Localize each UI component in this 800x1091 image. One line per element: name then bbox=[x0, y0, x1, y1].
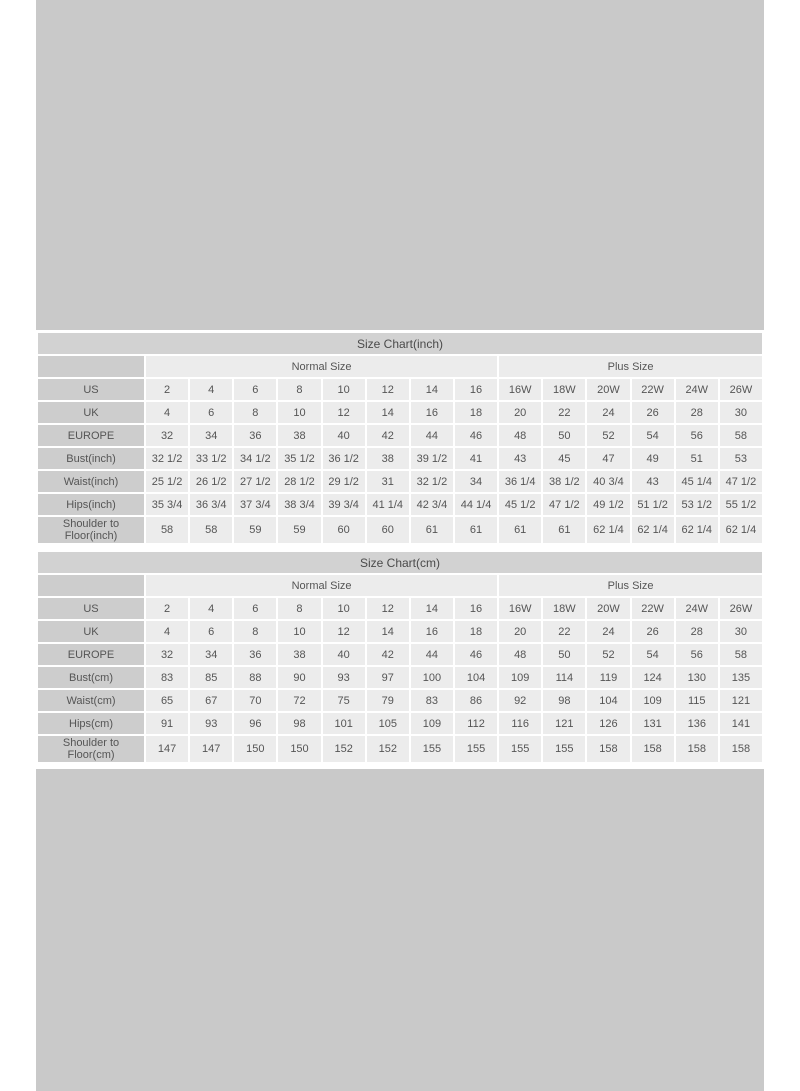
data-cell: 116 bbox=[499, 713, 541, 734]
data-cell: 22W bbox=[632, 598, 674, 619]
data-cell: 135 bbox=[720, 667, 762, 688]
data-cell: 58 bbox=[190, 517, 232, 543]
table-row bbox=[38, 402, 762, 423]
data-cell: 47 1/2 bbox=[720, 471, 762, 492]
data-cell: 54 bbox=[632, 644, 674, 665]
table-row bbox=[38, 517, 762, 543]
data-cell: 98 bbox=[278, 713, 320, 734]
data-cell: 16W bbox=[499, 598, 541, 619]
data-cell: 18W bbox=[543, 379, 585, 400]
data-cell: 61 bbox=[411, 517, 453, 543]
data-cell: 35 1/2 bbox=[278, 448, 320, 469]
data-cell: 58 bbox=[720, 644, 762, 665]
data-cell: 54 bbox=[632, 425, 674, 446]
data-cell: 55 1/2 bbox=[720, 494, 762, 515]
row-label: Bust(cm) bbox=[38, 667, 144, 688]
data-cell: 51 1/2 bbox=[632, 494, 674, 515]
table-title-row bbox=[38, 333, 762, 354]
data-cell: 67 bbox=[190, 690, 232, 711]
table-row bbox=[38, 621, 762, 642]
row-label: Bust(inch) bbox=[38, 448, 144, 469]
data-cell: 28 1/2 bbox=[278, 471, 320, 492]
data-cell: 6 bbox=[190, 621, 232, 642]
data-cell: 24 bbox=[587, 621, 629, 642]
data-cell: 14 bbox=[411, 598, 453, 619]
data-cell: 72 bbox=[278, 690, 320, 711]
data-cell: 109 bbox=[411, 713, 453, 734]
data-cell: 31 bbox=[367, 471, 409, 492]
data-cell: 147 bbox=[190, 736, 232, 762]
data-cell: 136 bbox=[676, 713, 718, 734]
data-cell: 59 bbox=[234, 517, 276, 543]
data-cell: 43 bbox=[632, 471, 674, 492]
data-cell: 60 bbox=[367, 517, 409, 543]
data-cell: 18 bbox=[455, 621, 497, 642]
data-cell: 115 bbox=[676, 690, 718, 711]
data-cell: 26W bbox=[720, 598, 762, 619]
data-cell: 8 bbox=[234, 402, 276, 423]
data-cell: 8 bbox=[278, 379, 320, 400]
group-header: Normal Size bbox=[146, 575, 497, 596]
data-cell: 90 bbox=[278, 667, 320, 688]
table-row bbox=[38, 667, 762, 688]
data-cell: 14 bbox=[367, 621, 409, 642]
data-cell: 34 1/2 bbox=[234, 448, 276, 469]
row-label: Hips(inch) bbox=[38, 494, 144, 515]
data-cell: 37 3/4 bbox=[234, 494, 276, 515]
page-content bbox=[36, 0, 764, 1091]
data-cell: 45 1/2 bbox=[499, 494, 541, 515]
data-cell: 45 bbox=[543, 448, 585, 469]
data-cell: 130 bbox=[676, 667, 718, 688]
data-cell: 43 bbox=[499, 448, 541, 469]
row-label: Shoulder to Floor(cm) bbox=[38, 736, 144, 762]
corner-cell bbox=[38, 356, 144, 377]
data-cell: 152 bbox=[323, 736, 365, 762]
data-cell: 79 bbox=[367, 690, 409, 711]
data-cell: 48 bbox=[499, 644, 541, 665]
data-cell: 93 bbox=[323, 667, 365, 688]
table-row bbox=[38, 494, 762, 515]
data-cell: 12 bbox=[367, 379, 409, 400]
data-cell: 36 1/2 bbox=[323, 448, 365, 469]
data-cell: 4 bbox=[146, 402, 188, 423]
data-cell: 25 1/2 bbox=[146, 471, 188, 492]
data-cell: 2 bbox=[146, 598, 188, 619]
row-label: Waist(inch) bbox=[38, 471, 144, 492]
data-cell: 38 bbox=[278, 425, 320, 446]
table-row bbox=[38, 736, 762, 762]
data-cell: 158 bbox=[587, 736, 629, 762]
data-cell: 93 bbox=[190, 713, 232, 734]
data-cell: 26W bbox=[720, 379, 762, 400]
data-cell: 114 bbox=[543, 667, 585, 688]
data-cell: 61 bbox=[499, 517, 541, 543]
data-cell: 8 bbox=[278, 598, 320, 619]
data-cell: 32 1/2 bbox=[146, 448, 188, 469]
data-cell: 2 bbox=[146, 379, 188, 400]
data-cell: 56 bbox=[676, 425, 718, 446]
data-cell: 24W bbox=[676, 379, 718, 400]
data-cell: 75 bbox=[323, 690, 365, 711]
data-cell: 30 bbox=[720, 402, 762, 423]
data-cell: 20W bbox=[587, 379, 629, 400]
data-cell: 38 3/4 bbox=[278, 494, 320, 515]
table-row bbox=[38, 598, 762, 619]
data-cell: 53 bbox=[720, 448, 762, 469]
data-cell: 60 bbox=[323, 517, 365, 543]
data-cell: 20 bbox=[499, 621, 541, 642]
row-label: Waist(cm) bbox=[38, 690, 144, 711]
group-header-row bbox=[38, 575, 762, 596]
data-cell: 32 bbox=[146, 644, 188, 665]
data-cell: 65 bbox=[146, 690, 188, 711]
data-cell: 24 bbox=[587, 402, 629, 423]
data-cell: 83 bbox=[146, 667, 188, 688]
data-cell: 47 bbox=[587, 448, 629, 469]
data-cell: 104 bbox=[455, 667, 497, 688]
data-cell: 46 bbox=[455, 644, 497, 665]
data-cell: 147 bbox=[146, 736, 188, 762]
data-cell: 39 1/2 bbox=[411, 448, 453, 469]
data-cell: 51 bbox=[676, 448, 718, 469]
data-cell: 100 bbox=[411, 667, 453, 688]
data-cell: 91 bbox=[146, 713, 188, 734]
data-cell: 141 bbox=[720, 713, 762, 734]
data-cell: 44 1/4 bbox=[455, 494, 497, 515]
data-cell: 62 1/4 bbox=[676, 517, 718, 543]
data-cell: 42 bbox=[367, 644, 409, 665]
data-cell: 34 bbox=[190, 644, 232, 665]
data-cell: 14 bbox=[411, 379, 453, 400]
data-cell: 22 bbox=[543, 402, 585, 423]
data-cell: 45 1/4 bbox=[676, 471, 718, 492]
data-cell: 41 1/4 bbox=[367, 494, 409, 515]
data-cell: 26 1/2 bbox=[190, 471, 232, 492]
data-cell: 158 bbox=[632, 736, 674, 762]
data-cell: 20W bbox=[587, 598, 629, 619]
data-cell: 50 bbox=[543, 425, 585, 446]
data-cell: 16 bbox=[455, 379, 497, 400]
data-cell: 35 3/4 bbox=[146, 494, 188, 515]
data-cell: 16 bbox=[455, 598, 497, 619]
data-cell: 58 bbox=[146, 517, 188, 543]
data-cell: 4 bbox=[190, 379, 232, 400]
data-cell: 131 bbox=[632, 713, 674, 734]
data-cell: 104 bbox=[587, 690, 629, 711]
data-cell: 36 1/4 bbox=[499, 471, 541, 492]
data-cell: 150 bbox=[278, 736, 320, 762]
data-cell: 33 1/2 bbox=[190, 448, 232, 469]
data-cell: 52 bbox=[587, 425, 629, 446]
data-cell: 36 bbox=[234, 644, 276, 665]
group-header: Normal Size bbox=[146, 356, 497, 377]
row-label: UK bbox=[38, 402, 144, 423]
data-cell: 16 bbox=[411, 621, 453, 642]
data-cell: 126 bbox=[587, 713, 629, 734]
data-cell: 42 bbox=[367, 425, 409, 446]
data-cell: 58 bbox=[720, 425, 762, 446]
data-cell: 10 bbox=[323, 379, 365, 400]
table-row bbox=[38, 713, 762, 734]
data-cell: 29 1/2 bbox=[323, 471, 365, 492]
data-cell: 20 bbox=[499, 402, 541, 423]
data-cell: 50 bbox=[543, 644, 585, 665]
data-cell: 62 1/4 bbox=[720, 517, 762, 543]
data-cell: 155 bbox=[411, 736, 453, 762]
data-cell: 22 bbox=[543, 621, 585, 642]
row-label: US bbox=[38, 598, 144, 619]
group-header: Plus Size bbox=[499, 356, 762, 377]
data-cell: 155 bbox=[499, 736, 541, 762]
data-cell: 40 bbox=[323, 644, 365, 665]
data-cell: 26 bbox=[632, 621, 674, 642]
data-cell: 56 bbox=[676, 644, 718, 665]
row-label: US bbox=[38, 379, 144, 400]
row-label: EUROPE bbox=[38, 425, 144, 446]
data-cell: 28 bbox=[676, 621, 718, 642]
row-label: Shoulder to Floor(inch) bbox=[38, 517, 144, 543]
data-cell: 24W bbox=[676, 598, 718, 619]
data-cell: 109 bbox=[499, 667, 541, 688]
size-chart-cm-table bbox=[36, 550, 764, 764]
data-cell: 27 1/2 bbox=[234, 471, 276, 492]
data-cell: 61 bbox=[543, 517, 585, 543]
data-cell: 88 bbox=[234, 667, 276, 688]
data-cell: 40 3/4 bbox=[587, 471, 629, 492]
data-cell: 38 1/2 bbox=[543, 471, 585, 492]
data-cell: 12 bbox=[367, 598, 409, 619]
data-cell: 152 bbox=[367, 736, 409, 762]
data-cell: 109 bbox=[632, 690, 674, 711]
data-cell: 8 bbox=[234, 621, 276, 642]
data-cell: 16W bbox=[499, 379, 541, 400]
table-title: Size Chart(inch) bbox=[38, 333, 762, 354]
data-cell: 97 bbox=[367, 667, 409, 688]
data-cell: 98 bbox=[543, 690, 585, 711]
data-cell: 10 bbox=[278, 402, 320, 423]
data-cell: 62 1/4 bbox=[587, 517, 629, 543]
table-row bbox=[38, 471, 762, 492]
data-cell: 85 bbox=[190, 667, 232, 688]
data-cell: 101 bbox=[323, 713, 365, 734]
table-row bbox=[38, 379, 762, 400]
data-cell: 42 3/4 bbox=[411, 494, 453, 515]
data-cell: 6 bbox=[234, 598, 276, 619]
data-cell: 41 bbox=[455, 448, 497, 469]
data-cell: 14 bbox=[367, 402, 409, 423]
data-cell: 32 bbox=[146, 425, 188, 446]
data-cell: 158 bbox=[676, 736, 718, 762]
data-cell: 61 bbox=[455, 517, 497, 543]
data-cell: 18 bbox=[455, 402, 497, 423]
table-row bbox=[38, 448, 762, 469]
product-image-placeholder-bottom bbox=[36, 769, 764, 1091]
group-header: Plus Size bbox=[499, 575, 762, 596]
data-cell: 158 bbox=[720, 736, 762, 762]
corner-cell bbox=[38, 575, 144, 596]
table-row bbox=[38, 644, 762, 665]
data-cell: 124 bbox=[632, 667, 674, 688]
data-cell: 26 bbox=[632, 402, 674, 423]
data-cell: 44 bbox=[411, 425, 453, 446]
data-cell: 36 bbox=[234, 425, 276, 446]
data-cell: 4 bbox=[146, 621, 188, 642]
product-image-placeholder-top bbox=[36, 0, 764, 330]
data-cell: 6 bbox=[234, 379, 276, 400]
data-cell: 155 bbox=[543, 736, 585, 762]
row-label: Hips(cm) bbox=[38, 713, 144, 734]
data-cell: 10 bbox=[323, 598, 365, 619]
data-cell: 12 bbox=[323, 402, 365, 423]
table-title-row bbox=[38, 552, 762, 573]
data-cell: 92 bbox=[499, 690, 541, 711]
data-cell: 105 bbox=[367, 713, 409, 734]
data-cell: 16 bbox=[411, 402, 453, 423]
data-cell: 38 bbox=[367, 448, 409, 469]
data-cell: 22W bbox=[632, 379, 674, 400]
data-cell: 119 bbox=[587, 667, 629, 688]
table-title: Size Chart(cm) bbox=[38, 552, 762, 573]
data-cell: 6 bbox=[190, 402, 232, 423]
data-cell: 18W bbox=[543, 598, 585, 619]
group-header-row bbox=[38, 356, 762, 377]
table-row bbox=[38, 690, 762, 711]
data-cell: 30 bbox=[720, 621, 762, 642]
data-cell: 83 bbox=[411, 690, 453, 711]
data-cell: 12 bbox=[323, 621, 365, 642]
data-cell: 121 bbox=[543, 713, 585, 734]
data-cell: 46 bbox=[455, 425, 497, 446]
data-cell: 32 1/2 bbox=[411, 471, 453, 492]
data-cell: 39 3/4 bbox=[323, 494, 365, 515]
data-cell: 34 bbox=[190, 425, 232, 446]
data-cell: 150 bbox=[234, 736, 276, 762]
data-cell: 49 bbox=[632, 448, 674, 469]
data-cell: 62 1/4 bbox=[632, 517, 674, 543]
table-row bbox=[38, 425, 762, 446]
data-cell: 38 bbox=[278, 644, 320, 665]
row-label: EUROPE bbox=[38, 644, 144, 665]
data-cell: 34 bbox=[455, 471, 497, 492]
data-cell: 59 bbox=[278, 517, 320, 543]
data-cell: 49 1/2 bbox=[587, 494, 629, 515]
data-cell: 86 bbox=[455, 690, 497, 711]
data-cell: 53 1/2 bbox=[676, 494, 718, 515]
data-cell: 112 bbox=[455, 713, 497, 734]
data-cell: 4 bbox=[190, 598, 232, 619]
data-cell: 121 bbox=[720, 690, 762, 711]
data-cell: 44 bbox=[411, 644, 453, 665]
data-cell: 28 bbox=[676, 402, 718, 423]
data-cell: 47 1/2 bbox=[543, 494, 585, 515]
row-label: UK bbox=[38, 621, 144, 642]
data-cell: 52 bbox=[587, 644, 629, 665]
size-chart-inch-table bbox=[36, 331, 764, 545]
data-cell: 70 bbox=[234, 690, 276, 711]
data-cell: 96 bbox=[234, 713, 276, 734]
data-cell: 48 bbox=[499, 425, 541, 446]
data-cell: 36 3/4 bbox=[190, 494, 232, 515]
data-cell: 40 bbox=[323, 425, 365, 446]
data-cell: 155 bbox=[455, 736, 497, 762]
data-cell: 10 bbox=[278, 621, 320, 642]
